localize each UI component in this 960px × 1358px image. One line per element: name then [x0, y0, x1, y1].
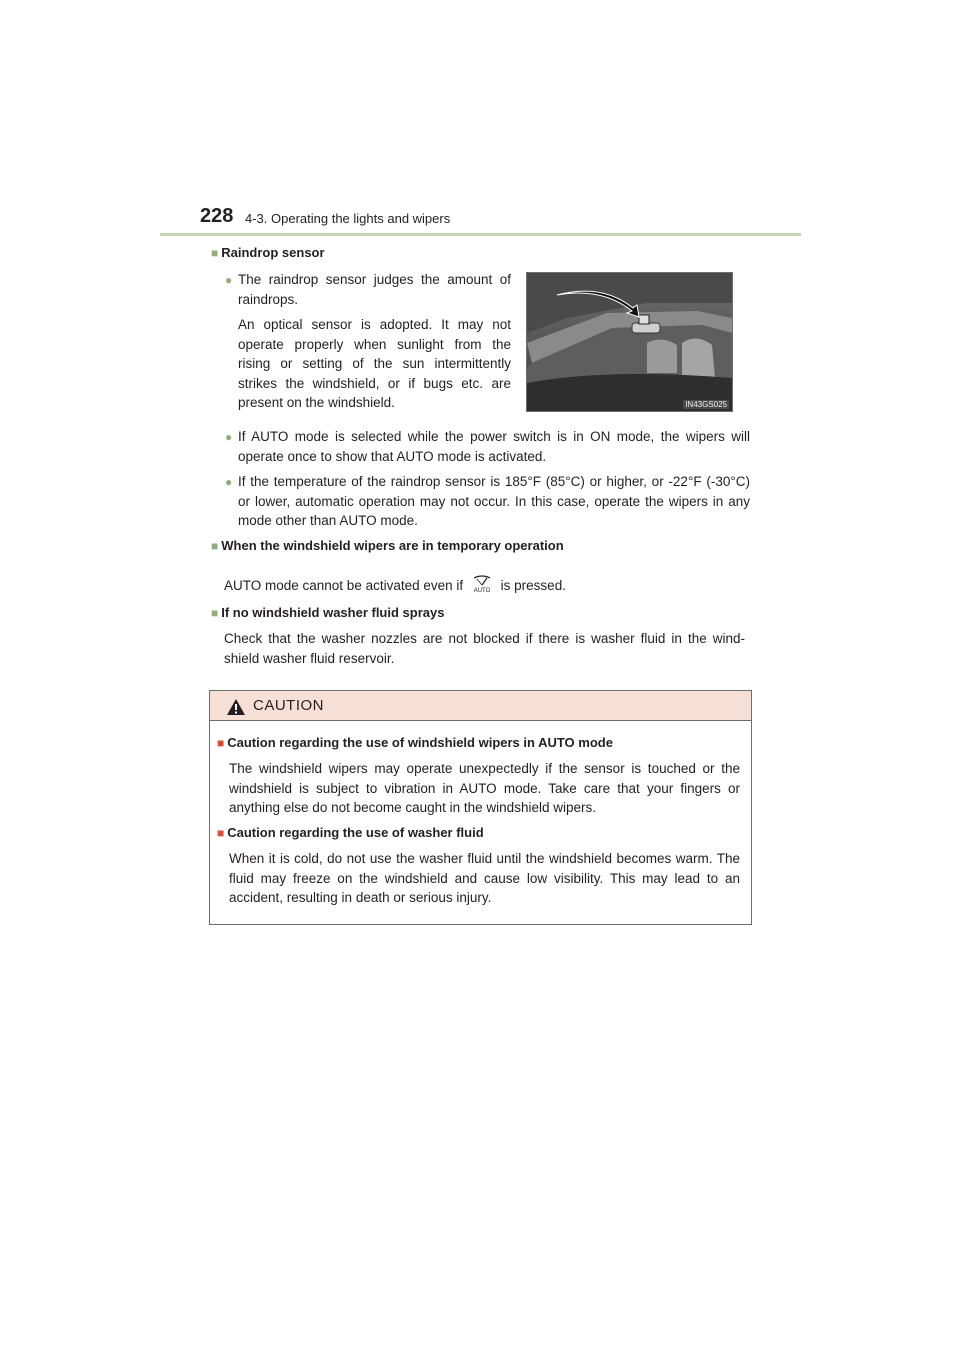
wiper-auto-icon [470, 575, 494, 593]
temporary-section-title: ■ When the windshield wipers are in temporary operation [211, 538, 564, 553]
caution-item-1-title: ■ Caution regarding the use of windshield wipers in AUTO mode [217, 735, 613, 750]
caution-square-icon: ■ [217, 826, 225, 840]
section-square-icon: ■ [211, 246, 219, 260]
bullet-icon: ● [225, 273, 233, 287]
windshield-sensor-illustration [526, 272, 733, 412]
section-square-icon: ■ [211, 606, 219, 620]
section-square-icon: ■ [211, 539, 219, 553]
raindrop-bullet-2-text: If AUTO mode is selected while the power switch is in ON mode, the wipers will operate once to show that AUTO mode is activated. [238, 429, 750, 464]
raindrop-bullet-2 [225, 427, 750, 466]
chapter-title: 4-3. Operating the lights and wipers [245, 211, 451, 226]
bullet-icon: ● [225, 475, 233, 489]
raindrop-bullet-3-text: If the temperature of the raindrop sensor is 185°F (85°C) or higher, or -22°F (-30°C) or lower, automatic operation may not occur. In this case, operate the wipers in any mode other than AUTO mode. [238, 474, 750, 528]
caution-square-icon: ■ [217, 736, 225, 750]
caution-header [210, 691, 751, 721]
raindrop-bullet-3 [225, 472, 750, 531]
bullet-icon: ● [225, 430, 233, 444]
car-interior-image [527, 273, 732, 411]
caution-box [209, 690, 752, 925]
washer-text: Check that the washer nozzles are not blocked if there is washer fluid in the wind-shield washer fluid reservoir. [224, 631, 745, 666]
raindrop-bullet-1-line1: The raindrop sensor judges the amount of raindrops. [238, 272, 511, 307]
figure-code: IN43GS025 [685, 400, 727, 409]
raindrop-section-title: ■ Raindrop sensor [211, 245, 325, 260]
caution-item-1-text: The windshield wipers may operate unexpectedly if the sensor is touched or the windshield is subject to vibration in AUTO mode. Take care that your fingers or anything else do not become caught in the windshield wipers. [229, 761, 740, 815]
temporary-text: AUTO mode cannot be activated even if AUTO is pressed. [224, 575, 750, 596]
caution-item-2-text: When it is cold, do not use the washer fluid until the windshield becomes warm. The fluid may freeze on the windshield and cause low visibility. This may lead to an accident, resulting in death or serious injury. [229, 851, 740, 905]
washer-section-title: ■ If no windshield washer fluid sprays [211, 605, 445, 620]
caution-heading: CAUTION [253, 697, 324, 714]
warning-triangle-icon [226, 698, 246, 716]
header-divider [160, 233, 801, 236]
raindrop-bullet-1-line2: An optical sensor is adopted. It may not operate properly when sunlight from the rising or setting of the sun intermittently strikes the windshield, or if bugs etc. are present on the windshield. [238, 317, 511, 410]
page-number: 228 [200, 205, 234, 227]
caution-item-2-title: ■ Caution regarding the use of washer fluid [217, 825, 484, 840]
raindrop-bullet-1 [225, 270, 511, 413]
svg-text:AUTO: AUTO [473, 588, 491, 593]
